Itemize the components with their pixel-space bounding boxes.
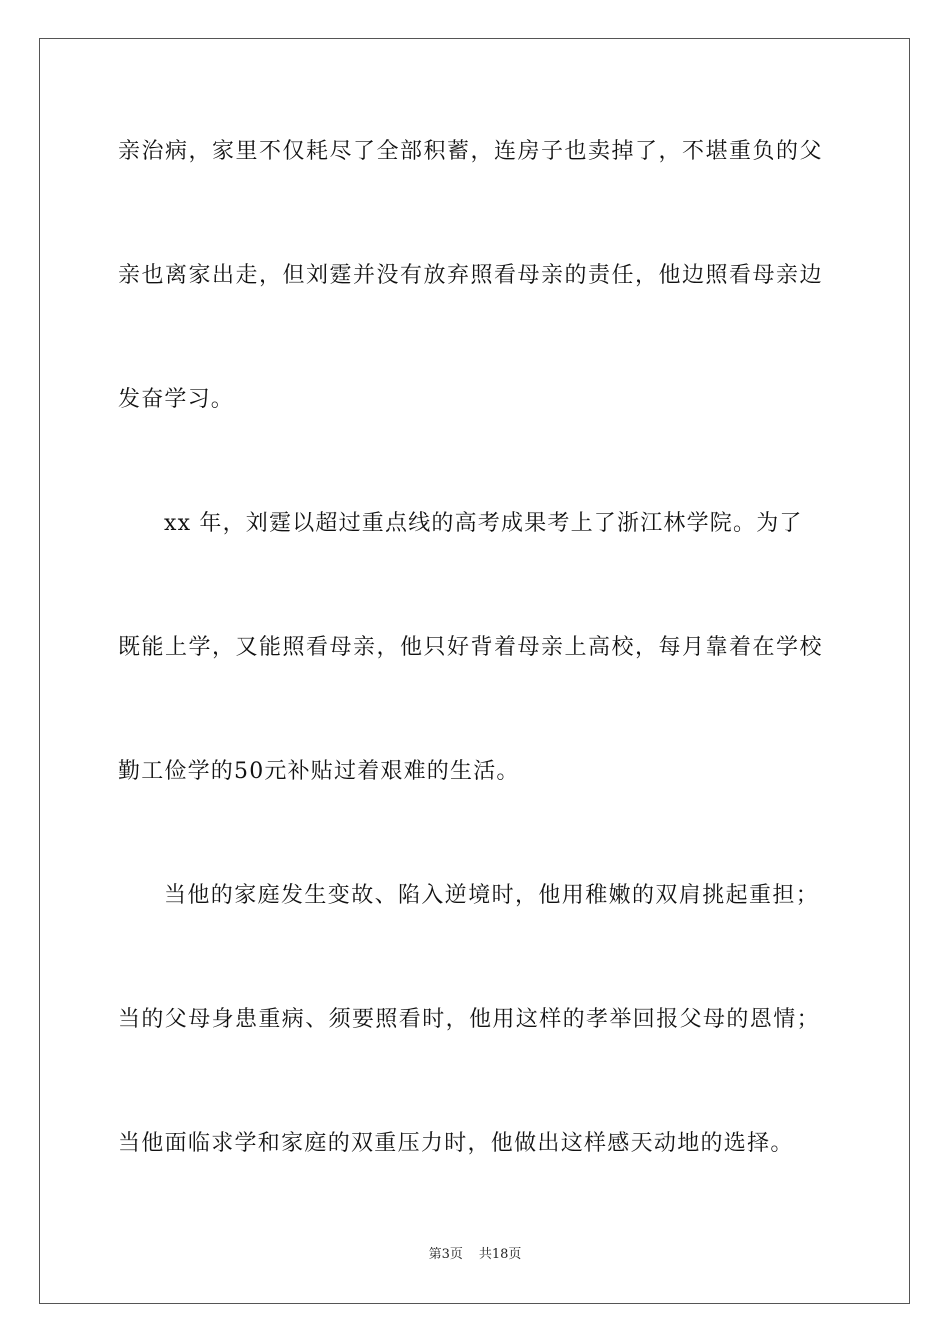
text-line: 当的父母身患重病、须要照看时，他用这样的孝举回报父母的恩情； bbox=[118, 1007, 821, 1032]
text-line: 勤工俭学的50元补贴过着艰难的生活。 bbox=[118, 759, 520, 784]
page-total: 共18页 bbox=[478, 1247, 522, 1262]
text-line: 亲治病，家里不仅耗尽了全部积蓄，连房子也卖掉了，不堪重负的父 bbox=[118, 139, 824, 164]
page-footer bbox=[0, 1246, 950, 1264]
text-line: xx 年，刘霆以超过重点线的高考成果考上了浙江林学院。为了 bbox=[164, 511, 803, 536]
text-line: 发奋学习。 bbox=[118, 387, 235, 412]
page-number: 第3页 bbox=[428, 1247, 463, 1262]
page-border bbox=[39, 38, 910, 1304]
text-line: 亲也离家出走，但刘霆并没有放弃照看母亲的责任，他边照看母亲边 bbox=[118, 263, 824, 288]
text-line: 既能上学，又能照看母亲，他只好背着母亲上高校，每月靠着在学校 bbox=[118, 635, 824, 660]
text-line: 当他面临求学和家庭的双重压力时，他做出这样感天动地的选择。 bbox=[118, 1131, 794, 1156]
text-line: 当他的家庭发生变故、陷入逆境时，他用稚嫩的双肩挑起重担； bbox=[164, 883, 820, 908]
